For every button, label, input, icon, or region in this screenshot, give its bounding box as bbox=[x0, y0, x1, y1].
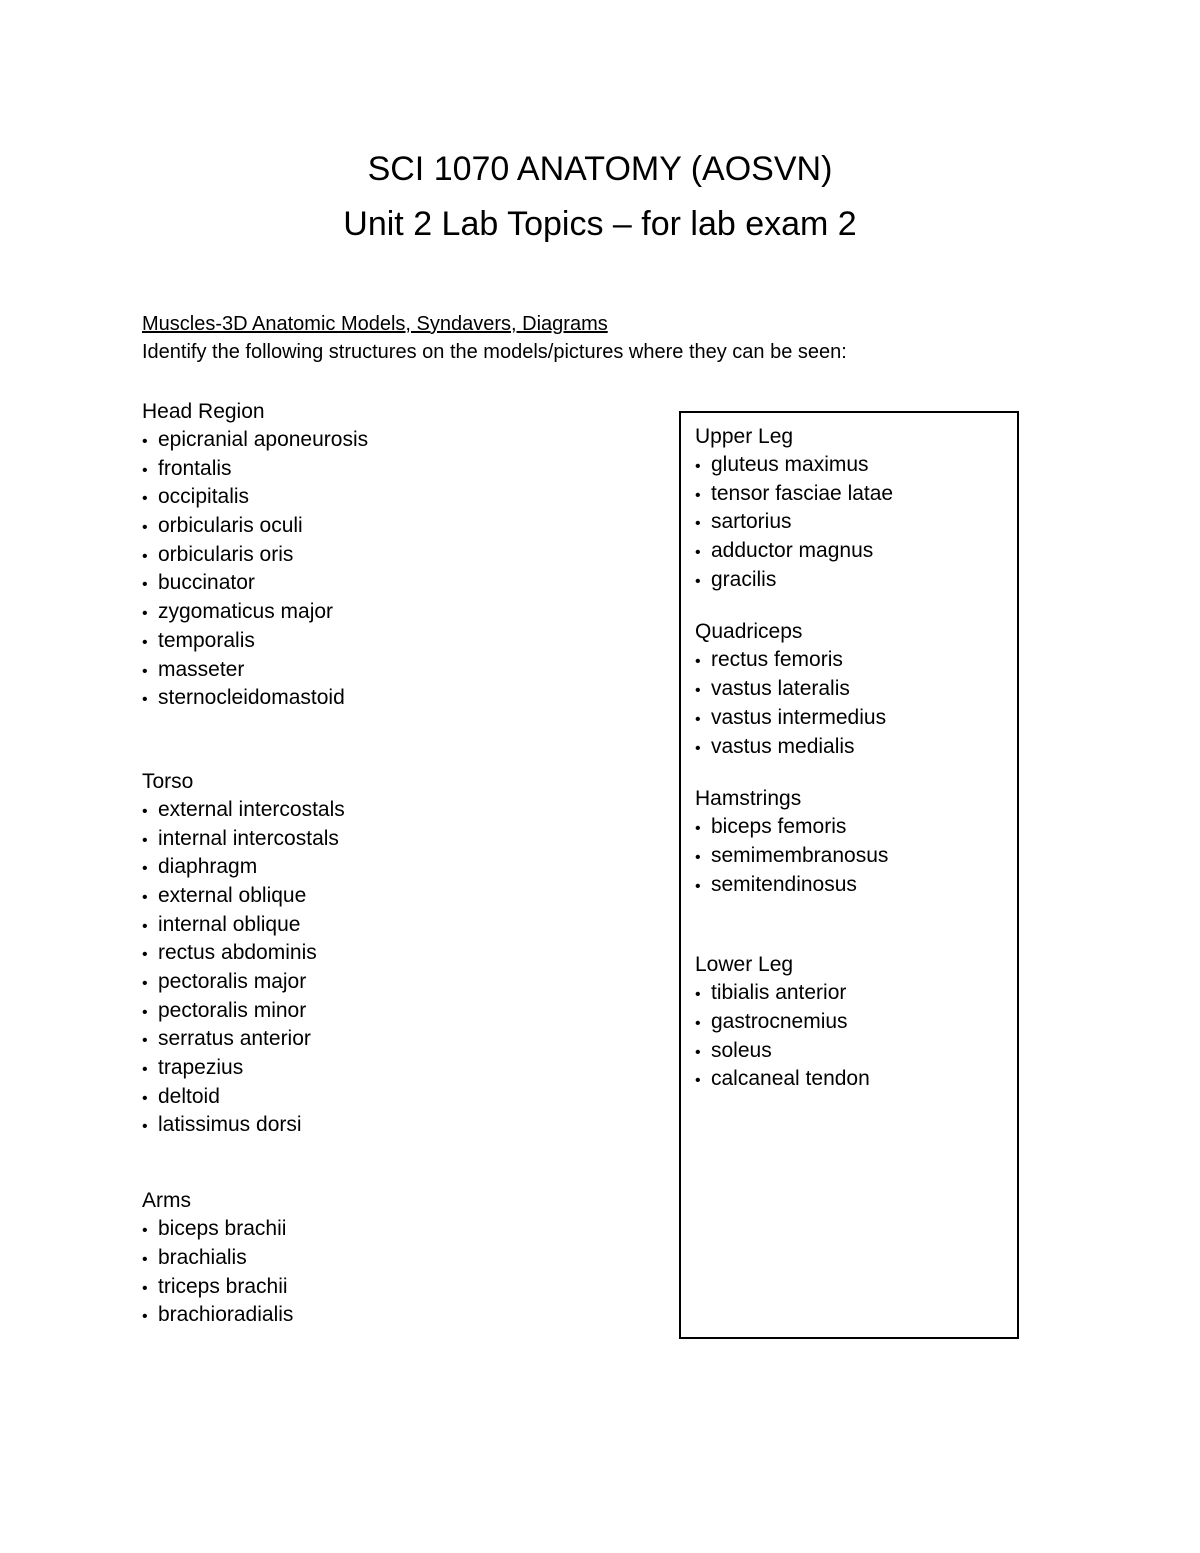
list-item bbox=[142, 825, 642, 854]
bullet-icon: • bbox=[695, 515, 701, 533]
bullet-icon: • bbox=[695, 653, 701, 671]
list-item bbox=[142, 512, 642, 541]
bullet-icon: • bbox=[695, 458, 701, 475]
group-title: Torso bbox=[142, 769, 194, 793]
list-item-text: diaphragm bbox=[158, 855, 258, 879]
list-item-text: sartorius bbox=[711, 510, 792, 534]
instructions-text: Identify the following structures on the models/pictures where they can be seen: bbox=[142, 341, 847, 363]
list-item bbox=[695, 704, 1015, 733]
list-item bbox=[695, 1037, 1015, 1066]
list-item bbox=[142, 1301, 642, 1330]
list-item bbox=[142, 796, 642, 825]
group-upper-leg bbox=[695, 423, 1015, 594]
list-item bbox=[695, 480, 1015, 509]
list-item-text: calcaneal tendon bbox=[711, 1067, 870, 1091]
list-item bbox=[695, 508, 1015, 537]
list-item-text: buccinator bbox=[158, 571, 255, 595]
list-item-text: orbicularis oculi bbox=[158, 514, 303, 538]
muscle-list bbox=[695, 646, 1015, 761]
bullet-icon: • bbox=[695, 1072, 701, 1090]
muscle-list bbox=[142, 426, 642, 713]
list-item bbox=[142, 455, 642, 484]
bullet-icon: • bbox=[695, 848, 701, 866]
list-item-text: external oblique bbox=[158, 883, 307, 907]
list-item bbox=[142, 1244, 642, 1273]
bullet-icon: • bbox=[695, 820, 701, 838]
list-item-text: semitendinosus bbox=[711, 872, 857, 896]
list-item bbox=[695, 979, 1015, 1008]
bullet-icon: • bbox=[142, 461, 148, 479]
list-item-text: zygomaticus major bbox=[158, 600, 334, 624]
list-item-text: masseter bbox=[158, 657, 245, 681]
list-item-text: serratus anterior bbox=[158, 1027, 311, 1051]
list-item-text: tensor fasciae latae bbox=[711, 481, 894, 505]
group-title: Hamstrings bbox=[695, 787, 802, 811]
list-item-text: occipitalis bbox=[158, 485, 250, 509]
list-item bbox=[142, 1054, 642, 1083]
bullet-icon: • bbox=[695, 572, 701, 590]
list-item bbox=[142, 569, 642, 598]
list-item bbox=[695, 537, 1015, 566]
bullet-icon: • bbox=[142, 888, 148, 906]
list-item bbox=[142, 1025, 642, 1054]
bullet-icon: • bbox=[695, 1014, 701, 1032]
bullet-icon: • bbox=[695, 986, 701, 1004]
group-quadriceps bbox=[695, 618, 1015, 761]
leg-muscles-box bbox=[679, 411, 1019, 1339]
list-item-text: rectus femoris bbox=[711, 648, 843, 672]
bullet-icon: • bbox=[142, 433, 148, 450]
list-item bbox=[142, 939, 642, 968]
group-torso bbox=[142, 768, 642, 1140]
document-title bbox=[0, 142, 1200, 252]
bullet-icon: • bbox=[142, 1032, 148, 1050]
list-item bbox=[142, 627, 642, 656]
unit-title: Unit 2 Lab Topics – for lab exam 2 bbox=[343, 205, 857, 243]
course-title: SCI 1070 ANATOMY (AOSVN) bbox=[367, 150, 833, 188]
section-heading: Muscles-3D Anatomic Models, Syndavers, Diagrams bbox=[142, 313, 608, 335]
list-item-text: epicranial aponeurosis bbox=[158, 428, 369, 451]
list-item-text: tibialis anterior bbox=[711, 981, 847, 1005]
list-item-text: internal oblique bbox=[158, 912, 301, 936]
group-title: Head Region bbox=[142, 400, 265, 423]
list-item-text: triceps brachii bbox=[158, 1274, 288, 1298]
list-item bbox=[142, 1083, 642, 1112]
list-item bbox=[695, 733, 1015, 762]
box-content bbox=[695, 423, 1015, 1094]
list-item-text: gracilis bbox=[711, 567, 777, 591]
group-arms bbox=[142, 1187, 642, 1330]
list-item-text: temporalis bbox=[158, 628, 255, 652]
bullet-icon: • bbox=[695, 486, 701, 504]
list-item bbox=[142, 1215, 642, 1244]
bullet-icon: • bbox=[695, 1043, 701, 1061]
list-item-text: internal intercostals bbox=[158, 826, 339, 850]
list-item-text: rectus abdominis bbox=[158, 941, 317, 965]
group-title: Quadriceps bbox=[695, 620, 803, 644]
list-item-text: semimembranosus bbox=[711, 843, 889, 867]
bullet-icon: • bbox=[695, 710, 701, 728]
list-item-text: vastus medialis bbox=[711, 734, 855, 758]
list-item bbox=[695, 1008, 1015, 1037]
bullet-icon: • bbox=[142, 1222, 148, 1240]
muscle-list bbox=[695, 979, 1015, 1094]
bullet-icon: • bbox=[695, 739, 701, 757]
group-title: Upper Leg bbox=[695, 425, 794, 448]
bullet-icon: • bbox=[142, 691, 148, 709]
bullet-icon: • bbox=[695, 682, 701, 700]
list-item-text: vastus lateralis bbox=[711, 677, 850, 701]
bullet-icon: • bbox=[142, 576, 148, 594]
list-item-text: latissimus dorsi bbox=[158, 1113, 302, 1137]
group-title: Lower Leg bbox=[695, 953, 794, 977]
bullet-icon: • bbox=[142, 860, 148, 878]
list-item-text: pectoralis minor bbox=[158, 998, 307, 1022]
list-item bbox=[142, 598, 642, 627]
list-item bbox=[142, 656, 642, 685]
list-item-text: external intercostals bbox=[158, 797, 345, 821]
bullet-icon: • bbox=[142, 633, 148, 651]
list-item bbox=[142, 426, 642, 455]
list-item bbox=[695, 646, 1015, 675]
list-item-text: soleus bbox=[711, 1038, 772, 1062]
bullet-icon: • bbox=[142, 1089, 148, 1107]
bullet-icon: • bbox=[695, 877, 701, 895]
group-hamstrings bbox=[695, 785, 1015, 899]
list-item bbox=[142, 541, 642, 570]
list-item bbox=[695, 842, 1015, 871]
group-head-region bbox=[142, 398, 642, 713]
group-title: Arms bbox=[142, 1189, 191, 1213]
list-item-text: biceps femoris bbox=[711, 815, 847, 839]
list-item-text: biceps brachii bbox=[158, 1217, 287, 1241]
muscle-list bbox=[142, 1215, 642, 1330]
list-item bbox=[142, 853, 642, 882]
list-item bbox=[695, 675, 1015, 704]
bullet-icon: • bbox=[142, 1118, 148, 1136]
bullet-icon: • bbox=[142, 917, 148, 935]
list-item-text: vastus intermedius bbox=[711, 705, 887, 729]
list-item-text: deltoid bbox=[158, 1084, 220, 1108]
group-lower-leg bbox=[695, 951, 1015, 1094]
list-item bbox=[695, 566, 1015, 595]
bullet-icon: • bbox=[142, 1250, 148, 1268]
bullet-icon: • bbox=[142, 975, 148, 992]
list-item bbox=[695, 813, 1015, 842]
list-item-text: adductor magnus bbox=[711, 539, 874, 563]
list-item bbox=[695, 871, 1015, 900]
bullet-icon: • bbox=[142, 547, 148, 565]
list-item bbox=[142, 684, 642, 713]
list-item-text: gluteus maximus bbox=[711, 453, 869, 476]
bullet-icon: • bbox=[142, 1003, 148, 1021]
bullet-icon: • bbox=[142, 519, 148, 537]
bullet-icon: • bbox=[142, 946, 148, 964]
list-item-text: pectoralis major bbox=[158, 970, 307, 993]
list-item bbox=[142, 997, 642, 1026]
muscle-list bbox=[695, 451, 1015, 594]
bullet-icon: • bbox=[142, 831, 148, 849]
list-item bbox=[142, 882, 642, 911]
bullet-icon: • bbox=[142, 490, 148, 508]
list-item-text: sternocleidomastoid bbox=[158, 686, 345, 710]
list-item-text: trapezius bbox=[158, 1056, 244, 1080]
bullet-icon: • bbox=[142, 1308, 148, 1326]
list-item-text: brachialis bbox=[158, 1245, 247, 1269]
muscle-list bbox=[695, 813, 1015, 899]
bullet-icon: • bbox=[695, 544, 701, 562]
muscle-list bbox=[142, 796, 642, 1140]
bullet-icon: • bbox=[142, 802, 148, 820]
list-item bbox=[142, 968, 642, 997]
list-item-text: brachioradialis bbox=[158, 1303, 294, 1327]
bullet-icon: • bbox=[142, 605, 148, 623]
list-item bbox=[695, 451, 1015, 480]
list-item-text: frontalis bbox=[158, 456, 232, 480]
list-item bbox=[142, 911, 642, 940]
bullet-icon: • bbox=[142, 662, 148, 680]
list-item bbox=[142, 1273, 642, 1302]
bullet-icon: • bbox=[142, 1061, 148, 1079]
list-item bbox=[695, 1065, 1015, 1094]
list-item-text: gastrocnemius bbox=[711, 1009, 848, 1033]
list-item bbox=[142, 1111, 642, 1140]
list-item-text: orbicularis oris bbox=[158, 542, 294, 566]
list-item bbox=[142, 483, 642, 512]
bullet-icon: • bbox=[142, 1279, 148, 1297]
left-column bbox=[142, 398, 642, 1330]
